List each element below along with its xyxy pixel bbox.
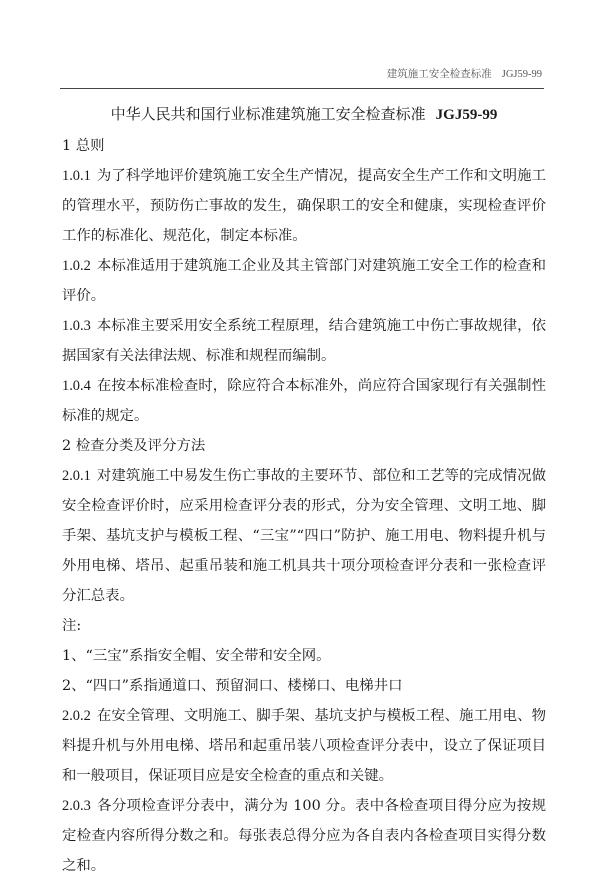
clause-text: 在安全管理、文明施工、脚手架、基坑支护与模板工程、施工用电、物料提升机与外用电梯、塔吊和起重吊装八项检查评分表中，设立了保证项目和一般项目，保证项目应是安全检查的重点和关键。 (62, 708, 546, 784)
running-header-code: JGJ59-99 (501, 69, 542, 80)
document-code: JGJ59-99 (435, 107, 498, 123)
clause-number: 2.0.3 (62, 798, 91, 814)
section-2-heading: 2 检查分类及评分方法 (62, 438, 206, 454)
clause-number: 1.0.4 (62, 378, 91, 394)
clause-2-0-1 (62, 461, 546, 611)
running-header-text (387, 66, 542, 81)
note-item: 1、“三宝”系指安全帽、安全带和安全网。 (62, 648, 331, 664)
clause-1-0-1 (62, 161, 546, 251)
clause-2-0-2 (62, 701, 546, 791)
clause-2-0-3 (62, 791, 546, 881)
clause-text: 本标准适用于建筑施工企业及其主管部门对建筑施工安全工作的检查和评价。 (62, 258, 546, 304)
clause-number: 1.0.2 (62, 258, 91, 274)
note-label: 注: (62, 618, 82, 634)
document-title-text: 中华人民共和国行业标准建筑施工安全检查标准 (110, 105, 426, 123)
clause-1-0-4 (62, 371, 546, 431)
clause-text: 在按本标准检查时，除应符合本标准外，尚应符合国家现行有关强制性标准的规定。 (62, 378, 546, 424)
clause-number: 1.0.3 (62, 318, 91, 334)
clause-1-0-3 (62, 311, 546, 371)
clause-number: 2.0.1 (62, 468, 91, 484)
document-body (62, 100, 546, 881)
clause-text: 各分项检查评分表中，满分为 100 分。表中各检查项目得分应为按规定检查内容所得分数之和。每张表总得分应为各自表内各检查项目实得分数之和。 (62, 798, 546, 874)
clause-text: 对建筑施工中易发生伤亡事故的主要环节、部位和工艺等的完成情况做安全检查评价时，应采用检查评分表的形式，分为安全管理、文明工地、脚手架、基坑支护与模板工程、“三宝”“四口”防护、施工用电、物料提升机与外用电梯、塔吊、起重吊装和施工机具共十项分项检查评分表和一张检查评分汇总表。 (62, 468, 546, 604)
note-item: 2、“四口”系指通道口、预留洞口、楼梯口、电梯井口 (62, 678, 403, 694)
document-title (62, 100, 546, 129)
running-header-title: 建筑施工安全检查标准 (386, 68, 492, 80)
clause-text: 为了科学地评价建筑施工安全生产情况，提高安全生产工作和文明施工的管理水平，预防伤亡事故的发生，确保职工的安全和健康，实现检查评价工作的标准化、规范化，制定本标准。 (62, 168, 546, 244)
clause-text: 本标准主要采用安全系统工程原理，结合建筑施工中伤亡事故规律，依据国家有关法律法规、标准和规程而编制。 (62, 318, 546, 364)
clause-1-0-2 (62, 251, 546, 311)
running-header (60, 58, 544, 89)
clause-number: 1.0.1 (62, 168, 91, 184)
section-1-heading: 1 总则 (62, 138, 105, 154)
clause-number: 2.0.2 (62, 708, 91, 724)
